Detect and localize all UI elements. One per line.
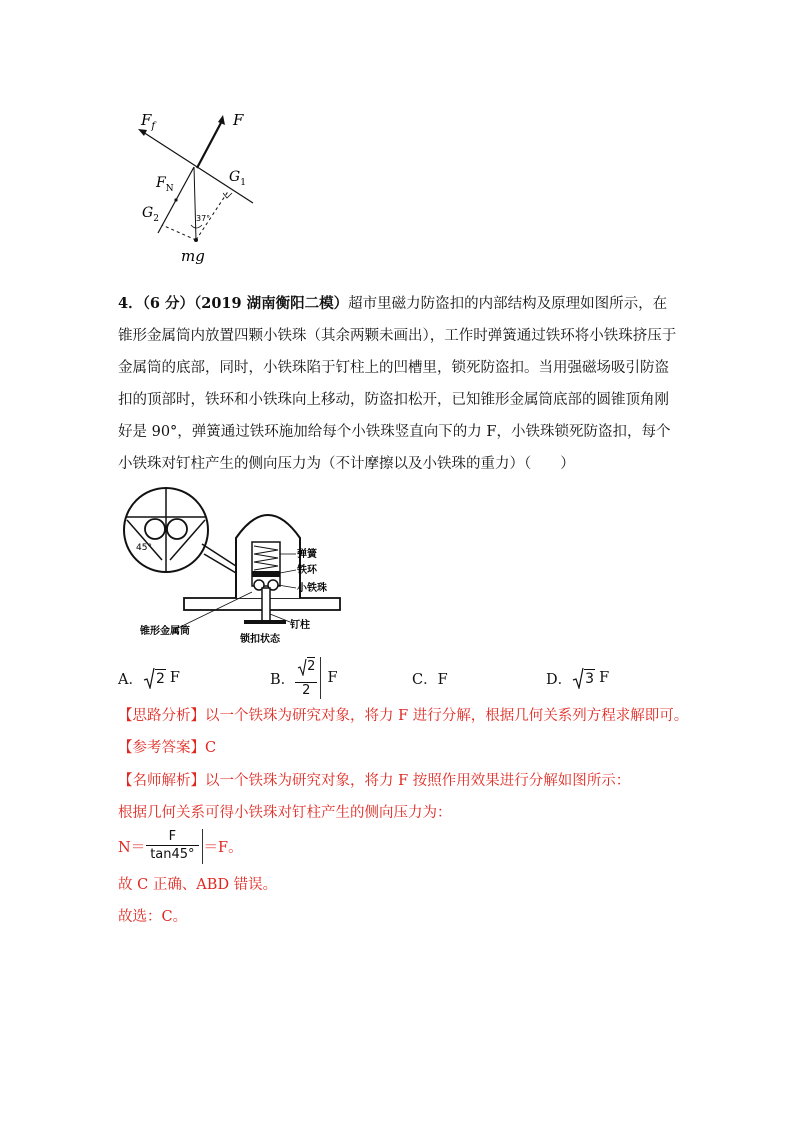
ring (252, 571, 280, 577)
label-FN: F (156, 175, 166, 191)
label-G2-sub: 2 (153, 214, 159, 224)
choice-B[interactable]: B． $\frac{2}{2}$ F (270, 659, 338, 698)
analysis-correct: 故 C 正确、ABD 错误。 (118, 877, 278, 893)
mg-dot (194, 238, 198, 242)
zoom-ball-left (145, 519, 165, 539)
question-body: 超市里磁力防盗扣的内部结构及原理如图所示，在锥形金属筒内放置四颗小铁珠（其余两颗未画出），工作时弹簧通过铁环将小铁珠挤压于金属筒的底部，同时，小铁珠陷于钉柱上的凹槽里，锁死防盗扣。当用强磁场吸引防盗扣的顶部时，铁环和小铁珠向上移动，防盗扣松开，已知锥形金属筒底部的圆锥顶角刚好是 90°，弹簧通过铁环施加给每个小铁珠竖直向下的力 F，小铁珠锁死防盗扣，每个小铁珠对钉柱产生的侧向压力为（不计摩擦以及小铁珠的重力）（ ） (118, 296, 677, 472)
equation-fraction: $\frac{F}{\tan 45^\circ}$ (146, 829, 202, 864)
label-Ff-sub: f (151, 121, 156, 132)
mg-line (194, 167, 196, 240)
angle-arc (191, 225, 202, 228)
choice-C[interactable]: C．F (412, 671, 448, 688)
sqrt-icon: 3 (572, 667, 595, 689)
right-angle (223, 193, 232, 198)
analysis-idea: 【思路分析】以一个铁珠为研究对象，将力 F 进行分解，根据几何关系列方程求解即可。 (118, 708, 689, 724)
label-ring: 铁环 (297, 565, 317, 576)
choice-A[interactable]: A． 2 F (118, 658, 180, 698)
analysis-geometry: 根据几何关系可得小铁珠对钉柱产生的侧向压力为： (118, 805, 452, 821)
question-source: （2019 湖南衡阳二模） (193, 295, 349, 312)
svg-text:Ff (140, 111, 157, 132)
buckle-diagram (118, 482, 348, 647)
label-tube: 锥形金属筒 (140, 626, 190, 637)
force-F-arrowhead (218, 115, 225, 125)
label-45: 45° (136, 543, 152, 553)
label-mg: mg (181, 247, 205, 265)
svg-text:FN (155, 175, 174, 194)
svg-text:G2 (142, 205, 159, 224)
equation: N＝ $\frac{F}{\tan 45^\circ}$ ＝F。 (118, 828, 243, 862)
analysis-teacher: 【名师解析】以一个铁珠为研究对象，将力 F 按照作用效果进行分解如图所示： (118, 773, 631, 789)
label-pin: 钉柱 (290, 620, 310, 631)
label-G1: G (229, 169, 241, 185)
analysis-answer: 【参考答案】C (118, 740, 217, 756)
FN-dot (174, 198, 177, 201)
force-diagram (125, 105, 275, 270)
fraction: $\frac{2}{2}$ (295, 657, 321, 699)
dashed-2 (162, 225, 196, 240)
question-number: 4． (118, 295, 143, 312)
label-F: F (233, 111, 244, 129)
label-state: 锁扣状态 (240, 634, 280, 645)
analysis-choose: 故选：C。 (118, 909, 188, 925)
svg-text:G1 (229, 169, 246, 188)
choices (118, 658, 678, 698)
friction-arrowhead (138, 129, 147, 136)
zoom-ball-right (167, 519, 187, 539)
question-score: （6 分） (142, 295, 194, 312)
label-G1-sub: 1 (240, 178, 246, 188)
pin (262, 588, 270, 622)
question-text (118, 288, 678, 480)
label-FN-sub: N (165, 184, 174, 194)
label-angle-37: 37° (196, 214, 211, 223)
label-spring: 弹簧 (297, 549, 317, 560)
label-ball: 小铁珠 (297, 583, 327, 594)
label-G2: G (142, 205, 154, 221)
force-F-arrow (197, 119, 223, 168)
label-Ff: F (141, 111, 152, 129)
sqrt-icon: 2 (143, 667, 166, 689)
choice-D[interactable]: D． 3 F (546, 658, 609, 698)
